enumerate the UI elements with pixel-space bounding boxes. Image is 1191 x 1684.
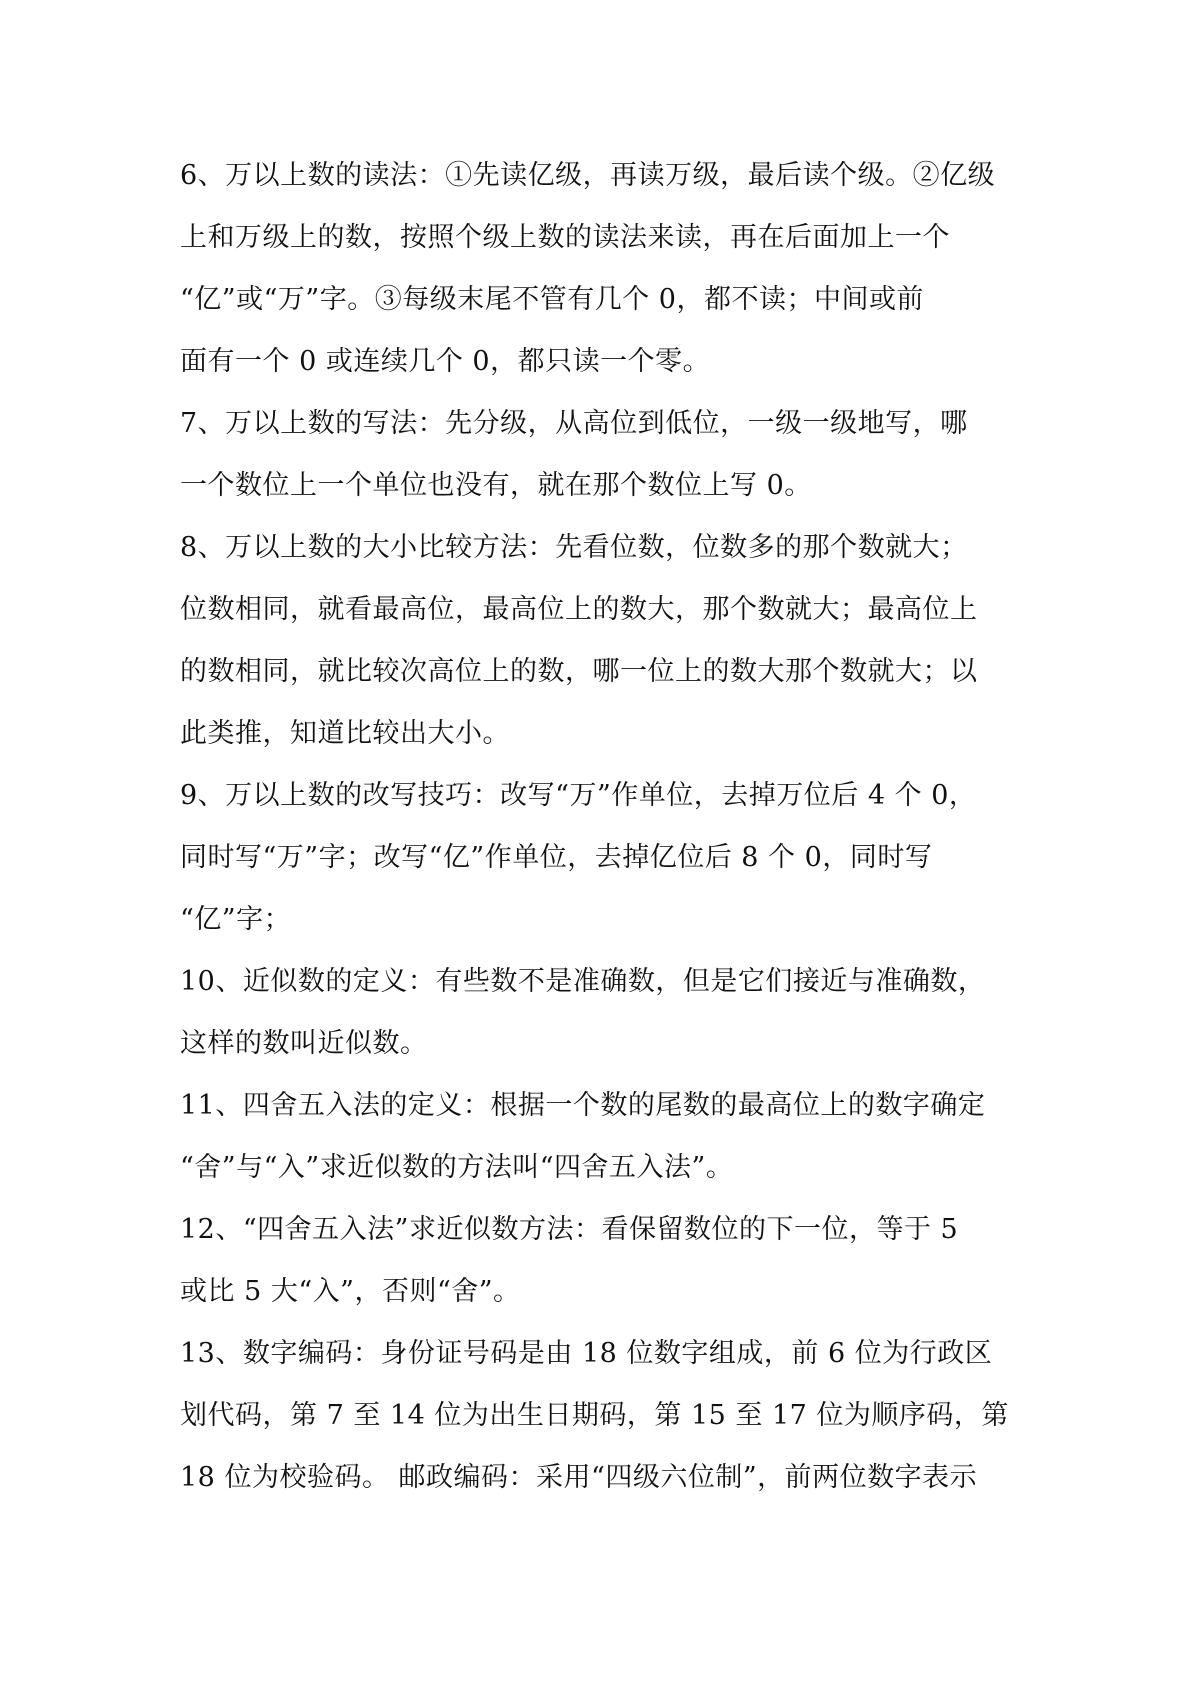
- paragraph-12-rounding-method: [180, 1199, 1020, 1323]
- text-line: 12、“四舍五入法”求近似数方法：看保留数位的下一位，等于 5: [180, 1214, 959, 1245]
- text-line: “舍”与“入”求近似数的方法叫“四舍五入法”。: [180, 1152, 734, 1183]
- text-line: 13、数字编码：身份证号码是由 18 位数字组成，前 6 位为行政区: [180, 1338, 993, 1369]
- paragraph-13-number-coding: [180, 1323, 1020, 1509]
- document-body: [180, 145, 1020, 1509]
- text-line: 8、万以上数的大小比较方法：先看位数，位数多的那个数就大；: [180, 532, 968, 563]
- paragraph-11-rounding-definition: [180, 1075, 1020, 1199]
- text-line: 的数相同，就比较次高位上的数，哪一位上的数大那个数就大；以: [180, 656, 978, 687]
- text-line: 上和万级上的数，按照个级上数的读法来读，再在后面加上一个: [180, 222, 950, 253]
- text-line: 7、万以上数的写法：先分级，从高位到低位，一级一级地写，哪: [180, 408, 968, 439]
- text-line: 6、万以上数的读法：①先读亿级，再读万级，最后读个级。②亿级: [180, 160, 996, 191]
- paragraph-6-reading: [180, 145, 1020, 393]
- text-line: 位数相同，就看最高位，最高位上的数大，那个数就大；最高位上: [180, 594, 978, 625]
- text-line: 面有一个 0 或连续几个 0，都只读一个零。: [180, 346, 711, 377]
- text-line: 划代码，第 7 至 14 位为出生日期码，第 15 至 17 位为顺序码，第: [180, 1400, 1009, 1431]
- text-line: 11、四舍五入法的定义：根据一个数的尾数的最高位上的数字确定: [180, 1090, 986, 1121]
- text-line: 10、近似数的定义：有些数不是准确数，但是它们接近与准确数，: [180, 966, 986, 997]
- text-line: 18 位为校验码。 邮政编码：采用“四级六位制”，前两位数字表示: [180, 1462, 978, 1493]
- text-line: “亿”字；: [180, 904, 292, 935]
- text-line: “亿”或“万”字。③每级末尾不管有几个 0，都不读；中间或前: [180, 284, 924, 315]
- text-line: 这样的数叫近似数。: [180, 1028, 428, 1059]
- text-line: 9、万以上数的改写技巧：改写“万”作单位，去掉万位后 4 个 0，: [180, 780, 977, 811]
- text-line: 一个数位上一个单位也没有，就在那个数位上写 0。: [180, 470, 812, 501]
- paragraph-10-approximate: [180, 951, 1020, 1075]
- text-line: 同时写“万”字；改写“亿”作单位，去掉亿位后 8 个 0，同时写: [180, 842, 933, 873]
- paragraph-9-rewriting: [180, 765, 1020, 951]
- text-line: 此类推，知道比较出大小。: [180, 718, 510, 749]
- text-line: 或比 5 大“入”，否则“舍”。: [180, 1276, 521, 1307]
- paragraph-8-comparison: [180, 517, 1020, 765]
- paragraph-7-writing: [180, 393, 1020, 517]
